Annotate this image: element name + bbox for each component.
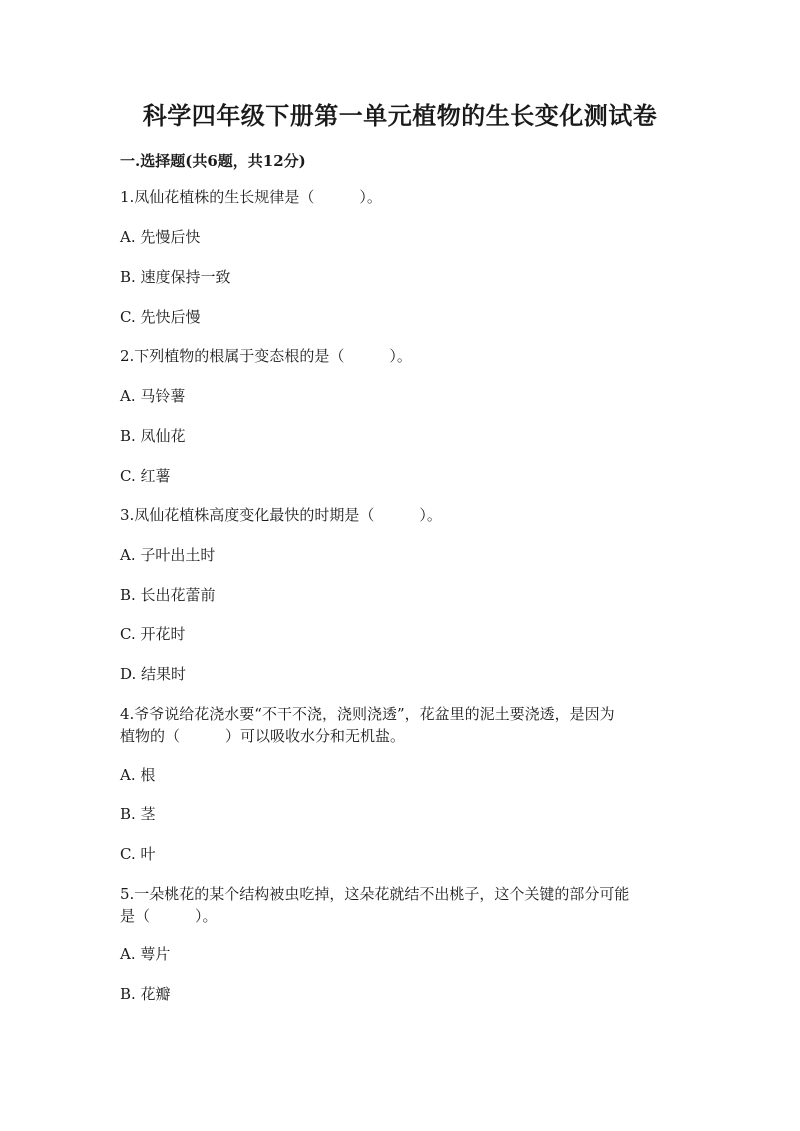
question-2-option-a: A. 马铃薯: [120, 387, 186, 405]
question-2-option-c: C. 红薯: [120, 467, 171, 485]
question-4-option-a: A. 根: [120, 766, 156, 784]
question-5-option-a: A. 萼片: [120, 945, 171, 963]
question-5-stem-line-2: 是（ ）。: [120, 907, 218, 925]
question-5-option-b: B. 花瓣: [120, 985, 171, 1003]
question-3-option-a: A. 子叶出土时: [120, 546, 216, 564]
question-4-option-b: B. 茎: [120, 805, 156, 823]
page-title: 科学四年级下册第一单元植物的生长变化测试卷: [142, 101, 658, 130]
question-3-option-d: D. 结果时: [120, 665, 187, 683]
question-3-option-c: C. 开花时: [120, 625, 186, 643]
question-2-stem: 2.下列植物的根属于变态根的是（ ）。: [120, 347, 412, 365]
question-1-option-b: B. 速度保持一致: [120, 268, 231, 286]
question-2-option-b: B. 凤仙花: [120, 427, 186, 445]
question-5-stem-line-1: 5.一朵桃花的某个结构被虫吃掉，这朵花就结不出桃子，这个关键的部分可能: [120, 885, 630, 903]
question-1-option-c: C. 先快后慢: [120, 308, 201, 326]
question-1-stem: 1.凤仙花植株的生长规律是（ ）。: [120, 188, 382, 206]
section-heading: 一.选择题(共6题，共12分): [120, 152, 306, 170]
question-1-option-a: A. 先慢后快: [120, 228, 201, 246]
question-4-option-c: C. 叶: [120, 845, 156, 863]
question-4-stem-line-2: 植物的（ ）可以吸收水分和无机盐。: [120, 727, 406, 745]
question-4-stem-line-1: 4.爷爷说给花浇水要“不干不浇，浇则浇透”，花盆里的泥土要浇透，是因为: [120, 705, 615, 723]
question-3-option-b: B. 长出花蕾前: [120, 586, 216, 604]
question-3-stem: 3.凤仙花植株高度变化最快的时期是（ ）。: [120, 506, 442, 524]
